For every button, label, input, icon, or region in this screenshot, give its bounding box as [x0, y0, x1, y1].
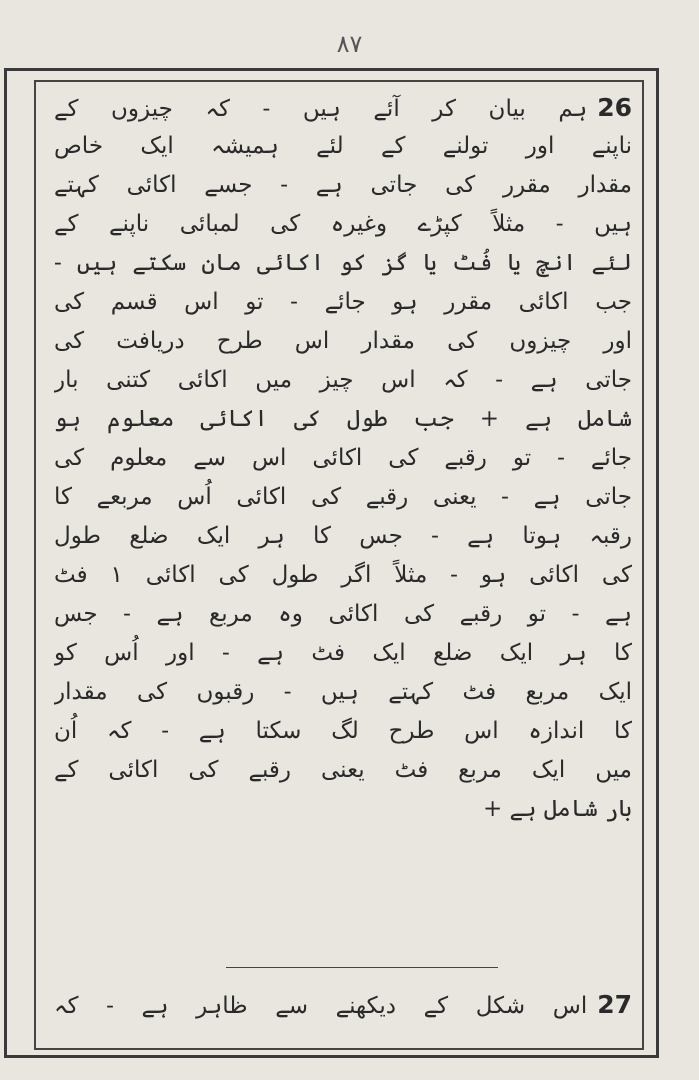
text-line: جاتی ہے - کہ اس چیز میں اکائی کتنی بار — [54, 367, 632, 393]
text-line: کی اکائی ہو - مثلاً اگر طول کی اکائی ۱ فٹ — [54, 562, 632, 588]
paragraph-27-first-line — [54, 983, 632, 1027]
text-line: جاتی ہے - یعنی رقبے کی اکائی اُس مربعے کا — [54, 484, 632, 510]
text-line: لئے انچ یا فُٹ یا گز کو اکائی مان سکتے ہیں - — [54, 250, 632, 276]
paragraph-26-first-line — [54, 88, 632, 127]
text-line: ہیں - مثلاً کپڑے وغیرہ کی لمبائی ناپنے کے — [54, 211, 632, 237]
text-line: اور چیزوں کی مقدار اس طرح دریافت کی — [54, 328, 632, 354]
section-divider — [226, 967, 498, 968]
paragraph-26-first-line-text: ہم بیان کر آئے ہیں - کہ چیزوں کے — [54, 96, 588, 122]
text-line: کا ہر ایک ضلع ایک فٹ ہے - اور اُس کو — [54, 640, 632, 666]
text-line: ایک مربع فٹ کہتے ہیں - رقبوں کی مقدار — [54, 679, 632, 705]
text-line: شامل ہے + جب طول کی اکائی معلوم ہو — [54, 406, 632, 432]
text-line: ہے - تو رقبے کی اکائی وہ مربع ہے - جس — [54, 601, 632, 627]
text-line-last: بار شامل ہے + — [482, 796, 632, 822]
text-line: جب اکائی مقرر ہو جائے - تو اس قسم کی — [54, 289, 632, 315]
paragraph-26 — [54, 88, 632, 928]
text-line: میں ایک مربع فٹ یعنی رقبے کی اکائی کے — [54, 757, 632, 783]
paragraph-27-number: 27 — [597, 990, 632, 1019]
text-line: رقبہ ہوتا ہے - جس کا ہر ایک ضلع طول — [54, 523, 632, 549]
page-number: ۸۷ — [336, 30, 363, 58]
text-line: جائے - تو رقبے کی اکائی اس سے معلوم کی — [54, 445, 632, 471]
text-line: کا اندازہ اس طرح لگ سکتا ہے - کہ اُن — [54, 718, 632, 744]
text-line: ناپنے اور تولنے کے لئے ہمیشہ ایک خاص — [54, 133, 632, 159]
paragraph-27-first-line-text: اس شکل کے دیکھنے سے ظاہر ہے - کہ — [54, 993, 588, 1019]
text-line: مقدار مقرر کی جاتی ہے - جسے اکائی کہتے — [54, 172, 632, 198]
paragraph-26-number: 26 — [597, 93, 632, 122]
